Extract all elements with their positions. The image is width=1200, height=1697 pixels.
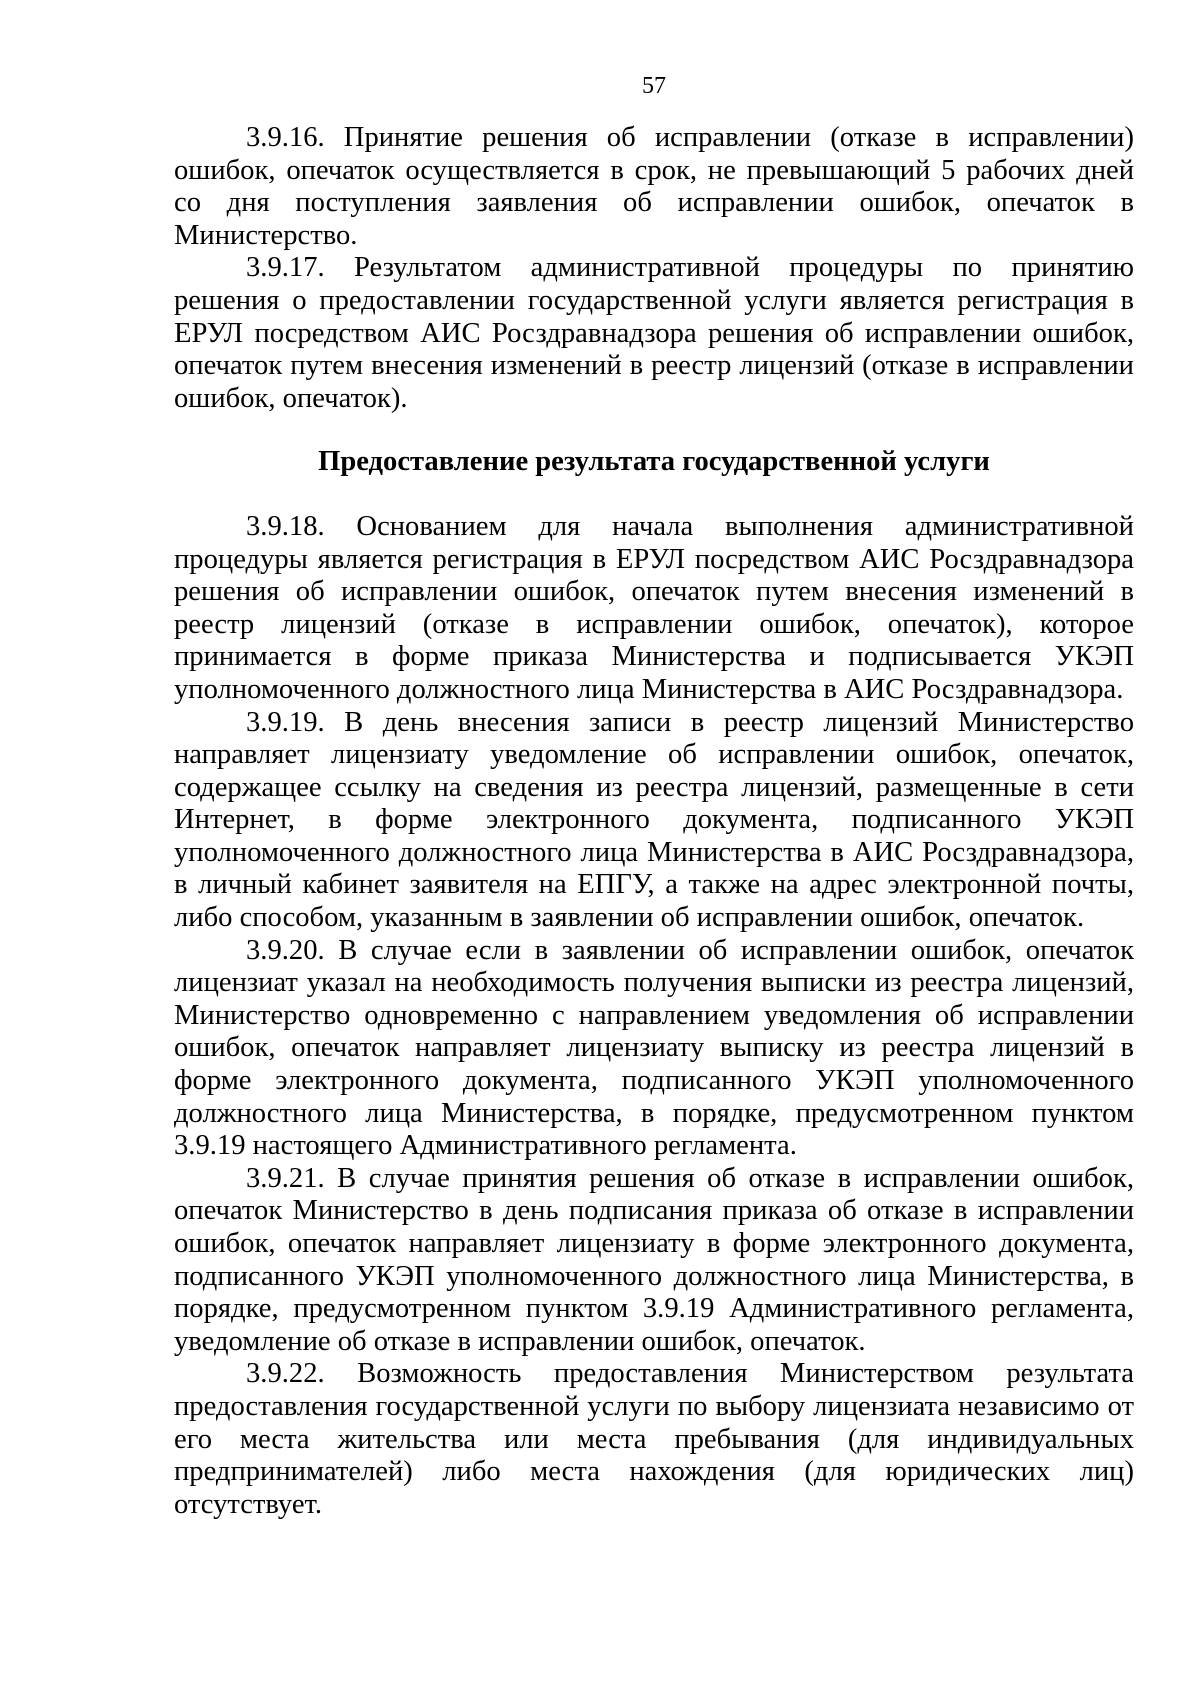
paragraph-3-9-18: 3.9.18. Основанием для начала выполнения административной процедуры является регистрация в ЕРУЛ посредством АИС Росздравнадзора решения об исправлении ошибок, опечаток путем внесения изменений в реестр лицензий (отказе в исправлении ошибок, опечаток), которое принимается в форме приказа Министерства и подписывается УКЭП уполномоченного должностного лица Министерства в АИС Росздравнадзора. [174, 510, 1134, 705]
paragraph-3-9-22: 3.9.22. Возможность предоставления Министерством результата предоставления государственной услуги по выбору лицензиата независимо от его места жительства или места пребывания (для индивидуальных предпринимателей) либо места нахождения (для юридических лиц) отсутствует. [174, 1358, 1134, 1520]
page-number: 57 [642, 73, 666, 99]
paragraph-3-9-17: 3.9.17. Результатом административной процедуры по принятию решения о предоставлении государственной услуги является регистрация в ЕРУЛ посредством АИС Росздравнадзора решения об исправлении ошибок, опечаток путем внесения изменений в реестр лицензий (отказе в исправлении ошибок, опечаток). [174, 252, 1134, 414]
document-page [174, 66, 1134, 1521]
section-heading: Предоставление результата государственной услуги [318, 446, 990, 478]
paragraph-3-9-16: 3.9.16. Принятие решения об исправлении (отказе в исправлении) ошибок, опечаток осуществляется в срок, не превышающий 5 рабочих дней со дня поступления заявления об исправлении ошибок, опечаток в Министерство. [174, 122, 1134, 251]
paragraph-3-9-21: 3.9.21. В случае принятия решения об отказе в исправлении ошибок, опечаток Министерство в день подписания приказа об отказе в исправлении ошибок, опечаток направляет лицензиату в форме электронного документа, подписанного УКЭП уполномоченного должностного лица Министерства, в порядке, предусмотренном пунктом 3.9.19 Административного регламента, уведомление об отказе в исправлении ошибок, опечаток. [174, 1162, 1134, 1357]
paragraph-3-9-19: 3.9.19. В день внесения записи в реестр лицензий Министерство направляет лицензиату уведомление об исправлении ошибок, опечаток, содержащее ссылку на сведения из реестра лицензий, размещенные в сети Интернет, в форме электронного документа, подписанного УКЭП уполномоченного должностного лица Министерства в АИС Росздравнадзора, в личный кабинет заявителя на ЕПГУ, а также на адрес электронной почты, либо способом, указанным в заявлении об исправлении ошибок, опечаток. [174, 706, 1134, 934]
paragraph-3-9-20: 3.9.20. В случае если в заявлении об исправлении ошибок, опечаток лицензиат указал на необходимость получения выписки из реестра лицензий, Министерство одновременно с направлением уведомления об исправлении ошибок, опечаток направляет лицензиату выписку из реестра лицензий в форме электронного документа, подписанного УКЭП уполномоченного должностного лица Министерства, в порядке, предусмотренном пунктом 3.9.19 настоящего Административного регламента. [174, 934, 1134, 1162]
